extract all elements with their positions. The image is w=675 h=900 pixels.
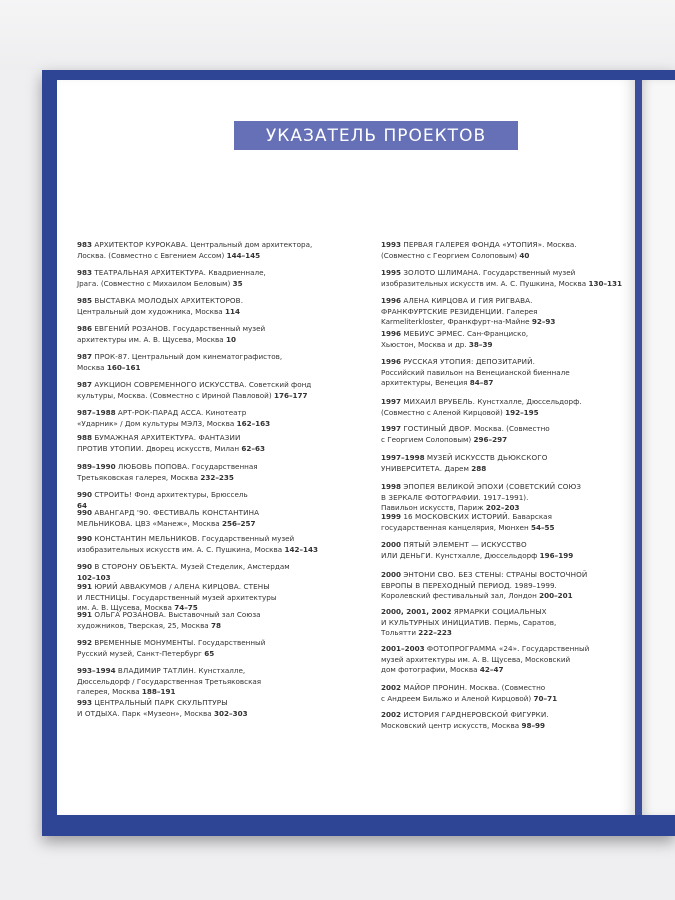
entry-venue: 1917–1991).	[480, 492, 529, 502]
entry-line	[77, 296, 329, 307]
entry-line	[77, 582, 329, 593]
entry-venue: Третьяковская галерея, Москва	[77, 472, 199, 482]
entry-line	[381, 618, 633, 629]
entry-line	[77, 687, 329, 698]
index-entry	[77, 433, 329, 454]
entry-pages: 176–177	[273, 390, 308, 400]
page-gap	[635, 80, 642, 815]
background	[0, 0, 675, 70]
entry-year: 2001–2003	[381, 644, 425, 653]
index-entry	[77, 380, 329, 401]
entry-line	[381, 317, 633, 328]
entry-pages: 288	[471, 463, 487, 473]
entry-title: ИЛИ ДЕНЬГИ.	[381, 550, 434, 560]
entry-venue: Королевский фестивальный зал, Лондон	[381, 591, 537, 601]
entry-line	[381, 570, 633, 581]
entry-venue: Центральный дом художника, Москва	[77, 306, 223, 316]
index-entry	[77, 666, 329, 698]
entry-title: ЭПОПЕЯ ВЕЛИКОЙ ЭПОХИ (СОВЕТСКИЙ СОЮЗ	[403, 482, 582, 491]
entry-venue: (Совместно с Георгием Солоповым)	[381, 250, 518, 260]
entry-title: МЕЛЬНИКОВА.	[77, 518, 133, 528]
entry-title: ПРОК-87.	[94, 352, 130, 361]
entry-title: УНИВЕРСИТЕТА.	[381, 463, 443, 473]
entry-venue: Государственный музей	[170, 324, 266, 333]
entry-venue: Москва. (Совместно	[467, 683, 546, 692]
entry-pages: 162–163	[236, 418, 271, 428]
entry-venue: Кунстхалле,	[196, 666, 246, 675]
index-entry	[381, 453, 633, 474]
entry-title: АЛЕНА КИРЦОВА И ГИЯ РИГВАВА.	[403, 296, 533, 305]
index-entry	[381, 644, 633, 676]
entry-year: 2002	[381, 683, 402, 692]
entry-line	[381, 655, 633, 666]
entry-line	[381, 628, 633, 639]
book-page	[57, 80, 635, 815]
entry-venue: Квадриеннале,	[206, 268, 266, 277]
entry-line	[77, 519, 329, 530]
entry-line	[77, 268, 329, 279]
entry-line	[77, 666, 329, 677]
entry-pages: 144–145	[226, 250, 261, 260]
entry-venue: ЦВЗ «Манеж», Москва	[132, 518, 220, 528]
entry-year: 990	[77, 490, 93, 499]
index-entry	[381, 540, 633, 561]
entry-venue: Дюссельдорф / Государственная Третьяковская	[77, 676, 262, 686]
entry-pages: 202–203	[485, 503, 520, 513]
entry-venue: Фонд архитектуры, Брюссель	[132, 490, 248, 499]
entry-pages: 232–235	[200, 472, 234, 482]
entry-venue: архитектуры, Венеция	[381, 378, 468, 388]
entry-line	[381, 523, 633, 534]
entry-line	[77, 279, 329, 290]
index-entry	[77, 582, 329, 614]
entry-line	[381, 665, 633, 676]
entry-pages: 196–199	[539, 550, 574, 560]
entry-venue: Государственная	[189, 462, 258, 471]
entry-title: ПЯТЫЙ ЭЛЕМЕНТ — ИСКУССТВО	[403, 540, 527, 549]
entry-title: ТЕАТРАЛЬНАЯ АРХИТЕКТУРА.	[94, 268, 207, 277]
entry-year: 993	[77, 698, 93, 707]
entry-venue: Кинотеатр	[203, 408, 247, 417]
entry-title: ЦЕНТРАЛЬНЫЙ ПАРК СКУЛЬПТУРЫ	[94, 698, 228, 707]
entry-year: 1999	[381, 512, 402, 521]
entry-year: 986	[77, 324, 93, 333]
entry-year: 1995	[381, 268, 402, 277]
entry-year: 2002	[381, 710, 402, 719]
entry-pages: 40	[519, 250, 530, 260]
entry-year: 1993	[381, 240, 402, 249]
index-entry	[381, 512, 633, 533]
entry-year: 983	[77, 268, 93, 277]
entry-venue: Баварская	[510, 512, 552, 521]
index-entry	[77, 408, 329, 429]
entry-title: ЮРИЙ АВВАКУМОВ / АЛЕНА КИРЦОВА. СТЕНЫ	[94, 582, 270, 591]
entry-pages: 92–93	[531, 317, 556, 327]
index-entry	[381, 296, 633, 328]
entry-line	[77, 352, 329, 363]
entry-line	[381, 607, 633, 618]
index-entry	[381, 397, 633, 418]
entry-pages: 70–71	[533, 693, 558, 703]
entry-pages: 98–99	[521, 720, 546, 730]
entry-line	[381, 512, 633, 523]
entry-line	[77, 545, 329, 556]
index-entry	[381, 482, 633, 514]
entry-title: МЕБИУС ЭРМЕС.	[403, 329, 465, 338]
entry-line	[77, 621, 329, 632]
entry-venue: (Совместно с Аленой Кирцовой)	[381, 407, 503, 417]
entry-title: ЭНТОНИ СВО. БЕЗ СТЕНЫ: СТРАНЫ ВОСТОЧНОЙ	[403, 570, 588, 579]
entry-venue: дом фотографии, Москва	[381, 665, 478, 675]
index-entry	[381, 570, 633, 602]
index-entry	[77, 296, 329, 317]
entry-line	[77, 610, 329, 621]
entry-venue: Кунстхалле, Дюссельдорф	[433, 550, 538, 560]
entry-line	[381, 279, 633, 290]
entry-line	[77, 433, 329, 444]
entry-line	[77, 462, 329, 473]
entry-title: ЯРМАРКИ СОЦИАЛЬНЫХ	[453, 607, 547, 616]
entry-year: 987	[77, 352, 93, 361]
entry-line	[77, 473, 329, 484]
entry-title: ФОТОПРОГРАММА «24».	[426, 644, 520, 653]
entry-line	[77, 240, 329, 251]
entry-venue: «Ударник» / Дом культуры МЭЛЗ, Москва	[77, 418, 235, 428]
entry-year: 983	[77, 240, 93, 249]
entry-title: ГОСТИНЫЙ ДВОР.	[403, 424, 472, 433]
entry-venue: Парк «Музеон», Москва	[119, 708, 212, 718]
entry-venue: архитектуры им. А. В. Щусева, Москва	[77, 334, 224, 344]
entry-title: ИСТОРИЯ ГАРДНЕРОВСКОЙ ФИГУРКИ.	[403, 710, 549, 719]
entry-year: 987	[77, 380, 93, 389]
index-entry	[77, 534, 329, 555]
entry-line	[381, 540, 633, 551]
entry-pages: 62–63	[241, 443, 265, 453]
entry-title: ОЛЬГА РОЗАНОВА.	[94, 610, 167, 619]
entry-line	[77, 490, 329, 501]
entry-pages: 222–223	[418, 628, 452, 638]
entry-line	[77, 408, 329, 419]
entry-line	[381, 435, 633, 446]
index-entry	[77, 324, 329, 345]
entry-line	[381, 329, 633, 340]
entry-venue: Karmeliterkloster, Франкфурт-на-Майне	[381, 317, 530, 327]
entry-line	[381, 551, 633, 562]
entry-line	[381, 368, 633, 379]
entry-venue: Москва.	[544, 240, 577, 249]
entry-venue: государственная канцелярия, Мюнхен	[381, 522, 529, 532]
index-entry	[77, 352, 329, 373]
entry-venue: музей архитектуры им. А. В. Щусева, Московский	[381, 654, 571, 664]
entry-line	[77, 363, 329, 374]
entry-title: ПЕРВАЯ ГАЛЕРЕЯ ФОНДА «УТОПИЯ».	[403, 240, 545, 249]
entry-venue: Пермь, Саратов,	[491, 617, 557, 627]
entry-title: ВРЕМЕННЫЕ МОНУМЕНТЫ.	[94, 638, 196, 647]
entry-line	[381, 251, 633, 262]
entry-venue: Галерея	[504, 306, 538, 316]
entry-year: 991	[77, 610, 93, 619]
entry-year: 2000	[381, 570, 402, 579]
entry-venue: Государственный музей архитектуры	[130, 592, 277, 602]
entry-pages: 192–195	[505, 407, 539, 417]
entry-venue: художников, Тверская, 25, Москва	[77, 620, 209, 630]
entry-year: 990	[77, 562, 93, 571]
index-entry	[381, 710, 633, 731]
entry-year: 990	[77, 534, 93, 543]
entry-venue: Дворец искусств, Милан	[143, 443, 240, 453]
entry-year: 1997–1998	[381, 453, 425, 462]
entry-pages: 302–303	[213, 708, 248, 718]
entry-venue: изобразительных искусств им. А. С. Пушкина, Москва	[381, 278, 587, 288]
entry-line	[381, 683, 633, 694]
entry-year: 2000, 2001, 2002	[381, 607, 452, 616]
index-entry	[381, 357, 633, 389]
entry-venue: Русский музей, Санкт-Петербург	[77, 648, 202, 658]
entry-line	[381, 721, 633, 732]
entry-pages: 74–75	[174, 603, 198, 613]
entry-pages: 188–191	[141, 687, 176, 697]
entry-line	[381, 340, 633, 351]
entry-year: 990	[77, 508, 93, 517]
entry-venue: им. А. В. Щусева, Москва	[77, 603, 172, 613]
entry-venue: Музей Стеделик, Амстердам	[178, 562, 290, 571]
entry-line	[381, 453, 633, 464]
entry-line	[381, 296, 633, 307]
entry-year: 987–1988	[77, 408, 116, 417]
entry-year: 985	[77, 296, 93, 305]
entry-title: ФРАНКФУРТСКИЕ РЕЗИДЕНЦИИ.	[381, 306, 505, 316]
entry-line	[381, 397, 633, 408]
entry-venue: Јрага. (Совместно с Михаилом Беловым)	[77, 278, 231, 288]
entry-pages: 65	[204, 648, 215, 658]
entry-title: ВЫСТАВКА МОЛОДЫХ АРХИТЕКТОРОВ.	[94, 296, 244, 305]
index-entry	[381, 240, 633, 261]
entry-line	[77, 562, 329, 573]
entry-title: ЗОЛОТО ШЛИМАНА.	[403, 268, 481, 277]
entry-line	[381, 644, 633, 655]
entry-pages: 256–257	[221, 518, 256, 528]
entry-line	[77, 380, 329, 391]
entry-line	[77, 307, 329, 318]
entry-line	[77, 593, 329, 604]
entry-line	[77, 649, 329, 660]
entry-venue: с Георгием Солоповым)	[381, 434, 472, 444]
entry-pages: 84–87	[469, 378, 494, 388]
entry-pages: 296–297	[473, 434, 508, 444]
entry-line	[77, 508, 329, 519]
entry-year: 1998	[381, 482, 402, 491]
entry-title: АРХИТЕКТОР КУРОКАВА.	[94, 240, 189, 249]
index-entry	[77, 462, 329, 483]
entry-title: МИХАИЛ ВРУБЕЛЬ.	[403, 397, 476, 406]
entry-title: И КУЛЬТУРНЫХ ИНИЦИАТИВ.	[381, 617, 492, 627]
entry-venue: культуры, Москва. (Совместно с Ириной Павловой)	[77, 390, 272, 400]
entry-title: ЕВГЕНИЙ РОЗАНОВ.	[94, 324, 171, 333]
entry-line	[77, 677, 329, 688]
entry-venue: Центральный дом кинематографистов,	[129, 352, 283, 361]
entry-line	[381, 482, 633, 493]
entry-line	[77, 709, 329, 720]
entry-title: ЛЮБОВЬ ПОПОВА.	[117, 462, 190, 471]
entry-title: АВАНГАРД '90. ФЕСТИВАЛЬ КОНСТАНТИНА	[94, 508, 260, 517]
entry-pages: 114	[224, 306, 240, 316]
index-entry	[77, 268, 329, 289]
entry-year: 1997	[381, 397, 402, 406]
entry-venue: галерея, Москва	[77, 687, 140, 697]
entry-pages: 42–47	[479, 665, 504, 675]
index-entry	[381, 607, 633, 639]
entry-venue: Российский павильон на Венецианской биеннале	[381, 367, 570, 377]
entry-venue: Хьюстон, Москва и др.	[381, 339, 467, 349]
entry-year: 993–1994	[77, 666, 116, 675]
entry-venue: изобразительных искусств им. А. С. Пушкина, Москва	[77, 544, 283, 554]
entry-venue: Кунстхалле, Дюссельдорф.	[475, 397, 582, 406]
entry-year: 992	[77, 638, 93, 647]
index-entry	[381, 683, 633, 704]
entry-year: 991	[77, 582, 93, 591]
entry-title: И ЛЕСТНИЦЫ.	[77, 592, 131, 602]
entry-line	[77, 324, 329, 335]
entry-year: 988	[77, 433, 93, 442]
entry-line	[381, 378, 633, 389]
entry-title: ЕВРОПЫ В ПЕРЕХОДНЫЙ ПЕРИОД.	[381, 580, 513, 590]
entry-title: В ЗЕРКАЛЕ ФОТОГРАФИИ.	[381, 492, 481, 502]
entry-line	[381, 268, 633, 279]
entry-title: ВЛАДИМИР ТАТЛИН.	[117, 666, 197, 675]
entry-venue: Государственный музей	[480, 268, 576, 277]
entry-venue: Московский центр искусств, Москва	[381, 720, 520, 730]
entry-year: 1996	[381, 329, 402, 338]
entry-title: СТРОИТЬ!	[94, 490, 133, 499]
index-entry	[381, 268, 633, 289]
entry-line	[381, 240, 633, 251]
entry-line	[381, 357, 633, 368]
entry-venue: Центральный дом архитектора,	[188, 240, 313, 249]
entry-year: 989–1990	[77, 462, 116, 471]
entry-line	[381, 493, 633, 504]
entry-line	[77, 444, 329, 455]
entry-venue: Государственный музей	[199, 534, 295, 543]
entry-pages: 54–55	[530, 522, 555, 532]
entry-line	[77, 335, 329, 346]
entry-title: МАЙОР ПРОНИН.	[403, 683, 468, 692]
entry-venue: Лосква. (Совместно с Евгением Ассом)	[77, 250, 225, 260]
entry-line	[381, 464, 633, 475]
index-entry	[77, 638, 329, 659]
entry-title: РУССКАЯ УТОПИЯ: ДЕПОЗИТАРИЙ.	[403, 357, 535, 366]
entry-pages: 35	[232, 278, 243, 288]
entry-title: В СТОРОНУ ОБЪЕКТА.	[94, 562, 179, 571]
entry-venue: Государственный	[195, 638, 266, 647]
entry-venue: Государственный	[519, 644, 590, 653]
entry-year: 2000	[381, 540, 402, 549]
index-entry	[77, 240, 329, 261]
index-entry	[381, 424, 633, 445]
entry-venue: Павильон искусств, Париж	[381, 503, 484, 513]
entry-venue: с Андреем Бильжо и Аленой Кирцовой)	[381, 693, 532, 703]
entry-venue: Выставочный зал Союза	[166, 610, 261, 619]
entry-title: АРТ-РОК-ПАРАД АССА.	[117, 408, 204, 417]
right-page-edge	[642, 80, 675, 815]
entry-title: ПРОТИВ УТОПИИ.	[77, 443, 144, 453]
page-title: УКАЗАТЕЛЬ ПРОЕКТОВ	[234, 121, 518, 150]
entry-title: БУМАЖНАЯ АРХИТЕКТУРА. ФАНТАЗИИ	[94, 433, 241, 442]
entry-pages: 102–103	[77, 572, 111, 582]
entry-venue: Москва	[77, 362, 105, 372]
entry-line	[77, 638, 329, 649]
entry-year: 1997	[381, 424, 402, 433]
entry-line	[381, 694, 633, 705]
entry-venue: Тольятти	[381, 628, 416, 638]
entry-title: И ОТДЫХА.	[77, 708, 120, 718]
entry-venue: 1989–1999.	[512, 580, 557, 590]
entry-pages: 78	[211, 620, 222, 630]
entry-line	[381, 408, 633, 419]
entry-pages: 64	[77, 500, 88, 510]
index-entry	[77, 610, 329, 631]
entry-line	[381, 581, 633, 592]
index-entry	[381, 329, 633, 350]
index-entry	[77, 698, 329, 719]
entry-venue: Дарем	[442, 463, 469, 473]
entry-line	[381, 710, 633, 721]
entry-line	[381, 424, 633, 435]
entry-venue: Москва. (Совместно	[471, 424, 550, 433]
entry-line	[381, 591, 633, 602]
entry-line	[77, 698, 329, 709]
entry-venue: Советский фонд	[246, 380, 312, 389]
entry-line	[77, 534, 329, 545]
entry-line	[381, 307, 633, 318]
entry-line	[77, 251, 329, 262]
entry-venue: Сан-Франциско,	[464, 329, 529, 338]
entry-year: 1996	[381, 296, 402, 305]
entry-title: КОНСТАНТИН МЕЛЬНИКОВ.	[94, 534, 200, 543]
entry-pages: 160–161	[106, 362, 141, 372]
entry-line	[77, 391, 329, 402]
entry-title: АУКЦИОН СОВРЕМЕННОГО ИСКУССТВА.	[94, 380, 247, 389]
index-entry	[77, 562, 329, 583]
entry-pages: 200–201	[539, 591, 573, 601]
entry-pages: 10	[225, 334, 236, 344]
entry-title: МУЗЕЙ ИСКУССТВ ДЬЮКСКОГО	[426, 453, 548, 462]
entry-title: 16 МОСКОВСКИХ ИСТОРИЙ.	[403, 512, 511, 521]
entry-line	[77, 419, 329, 430]
entry-pages: 38–39	[468, 339, 493, 349]
entry-pages: 142–143	[284, 544, 319, 554]
index-entry	[77, 508, 329, 529]
entry-pages: 130–131	[588, 278, 623, 288]
entry-year: 1996	[381, 357, 402, 366]
